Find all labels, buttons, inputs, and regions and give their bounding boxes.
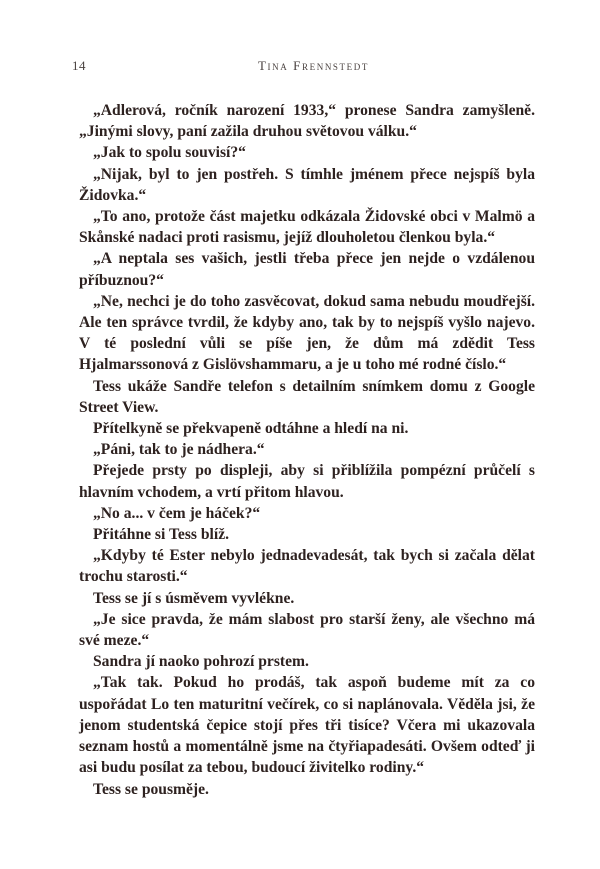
page-number: 14: [72, 58, 86, 73]
paragraph: Přejede prsty po displeji, aby si přiblížila pompézní průčelí s hlavním vchodem, a vrtí přitom hlavou.: [79, 462, 535, 501]
paragraph: „To ano, protože část majetku odkázala Židovské obci v Malmö a Skånské nadaci proti rasismu, jejíž dlouholetou členkou byla.“: [79, 208, 535, 247]
body-text: [79, 100, 535, 800]
page-header: [72, 58, 532, 78]
paragraph: „Ne, nechci je do toho zasvěcovat, dokud sama nebudu moudřejší. Ale ten správce tvrdil, že kdyby ano, tak by to nejspíš vyšlo najevo. V té poslední vůli se píše jen, že dům má zdědit Tess Hjalmarssonová z Gislövshammaru, a je u toho mé rodné číslo.“: [79, 292, 535, 374]
paragraph: Přítelkyně se překvapeně odtáhne a hledí na ni.: [93, 420, 409, 438]
paragraph: „Nijak, byl to jen postřeh. S tímhle jménem přece nejspíš byla Židovka.“: [79, 165, 535, 204]
paragraph: Tess se jí s úsměvem vyvlékne.: [93, 589, 295, 607]
paragraph: Sandra jí naoko pohrozí prstem.: [93, 653, 309, 671]
paragraph: „Jak to spolu souvisí?“: [93, 144, 246, 162]
paragraph: „Je sice pravda, že mám slabost pro starší ženy, ale všechno má své meze.“: [79, 610, 535, 650]
paragraph: „Páni, tak to je nádhera.“: [93, 441, 265, 459]
running-head-author: Tina Frennstedt: [258, 58, 369, 73]
paragraph: „A neptala ses vašich, jestli třeba přece jen nejde o vzdálenou příbuznou?“: [79, 250, 535, 289]
paragraph: Tess se pousměje.: [93, 780, 209, 798]
paragraph: „No a... v čem je háček?“: [93, 504, 261, 522]
paragraph: Přitáhne si Tess blíž.: [93, 526, 230, 544]
paragraph: „Tak tak. Pokud ho prodáš, tak aspoň budeme mít za co uspořádat Lo ten maturitní večírek, co si naplánovala. Věděla jsi, že jenom studentská čepice stojí přes tři tisíce? Včera mi ukazovala seznam hostů a momentálně jsme na čtyřiapadesáti. Ovšem odteď ji asi budu posílat za tebou, budoucí živitelko rodiny.“: [79, 674, 535, 777]
paragraph: Tess ukáže Sandře telefon s detailním snímkem domu z Google Street View.: [79, 377, 535, 416]
paragraph: „Kdyby té Ester nebylo jednadevadesát, tak bych si začala dělat trochu starosti.“: [79, 547, 535, 586]
paragraph: „Adlerová, ročník narození 1933,“ pronese Sandra zamyšleně. „Jinými slovy, paní zažila druhou světovou válku.“: [79, 102, 535, 141]
